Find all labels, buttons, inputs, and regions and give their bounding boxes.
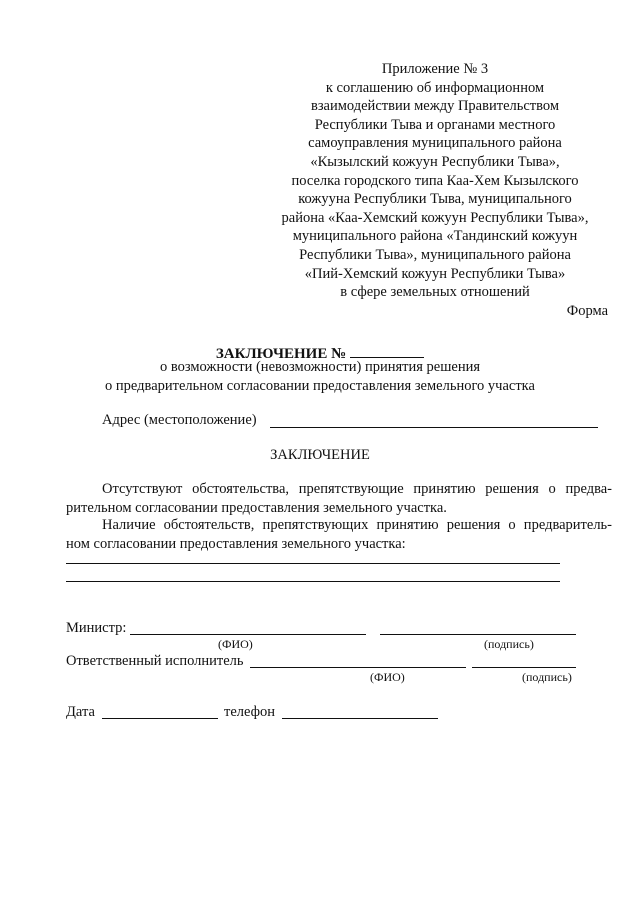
executor-signature-line[interactable] [472,667,576,668]
phone-input-line[interactable] [282,718,438,719]
minister-signature-caption: (подпись) [484,637,534,651]
appendix-line: «Пий-Хемский кожуун Республики Тыва» [304,265,566,282]
conclusion-heading: ЗАКЛЮЧЕНИЕ [270,447,370,463]
executor-signature-caption: (подпись) [522,670,572,684]
minister-fio-line[interactable] [130,634,366,635]
address-label: Адрес (местоположение) [102,412,257,428]
document-subtitle [0,358,640,395]
address-input-line[interactable] [270,427,598,428]
minister-signature-line[interactable] [380,634,576,635]
subtitle-line: о предварительном согласовании предоставления земельного участка [105,377,535,394]
appendix-line: муниципального района «Тандинский кожуун [292,228,578,245]
executor-label: Ответственный исполнитель [66,653,244,669]
appendix-line: района «Каа-Хемский кожуун Республики Тыва», [281,209,589,226]
appendix-line: самоуправления муниципального района [308,135,562,152]
paragraph-line: рительном согласовании предоставления земельного участка. [66,499,447,516]
paragraph-line: Наличие обстоятельств, препятствующих принятию решения о предваритель- [102,517,612,533]
phone-label: телефон [224,704,276,720]
appendix-header [250,60,620,302]
paragraph-line: Отсутствуют обстоятельства, препятствующие принятию решения о предва- [102,481,612,497]
appendix-line: Республики Тыва и органами местного [314,116,556,133]
appendix-line: к соглашению об информационном [325,79,545,96]
appendix-line: Приложение № 3 [381,61,489,77]
paragraph-line: ном согласовании предоставления земельного участка: [66,535,406,552]
executor-fio-line[interactable] [250,667,466,668]
obstacles-input-line[interactable] [66,581,560,582]
appendix-line: Республики Тыва», муниципального района [299,246,571,263]
appendix-line: «Кызылский кожуун Республики Тыва», [310,153,560,170]
date-input-line[interactable] [102,718,218,719]
minister-fio-caption: (ФИО) [218,637,253,651]
obstacles-input-line[interactable] [66,563,560,564]
form-label: Форма [566,303,608,319]
appendix-line: кожууна Республики Тыва, муниципального [298,191,572,208]
document-title-text: ЗАКЛЮЧЕНИЕ № [215,346,347,362]
appendix-line: в сфере земельных отношений [340,284,530,301]
paragraph-obstacles [66,516,612,553]
appendix-line: взаимодействии между Правительством [310,98,560,115]
document-number-blank[interactable] [350,343,424,358]
executor-fio-caption: (ФИО) [370,670,405,684]
appendix-line: поселка городского типа Каа-Хем Кызылского [291,172,579,189]
minister-label: Министр: [66,620,127,636]
date-label: Дата [66,704,95,720]
subtitle-line: о возможности (невозможности) принятия решения [159,359,481,375]
paragraph-no-obstacles [66,480,612,517]
